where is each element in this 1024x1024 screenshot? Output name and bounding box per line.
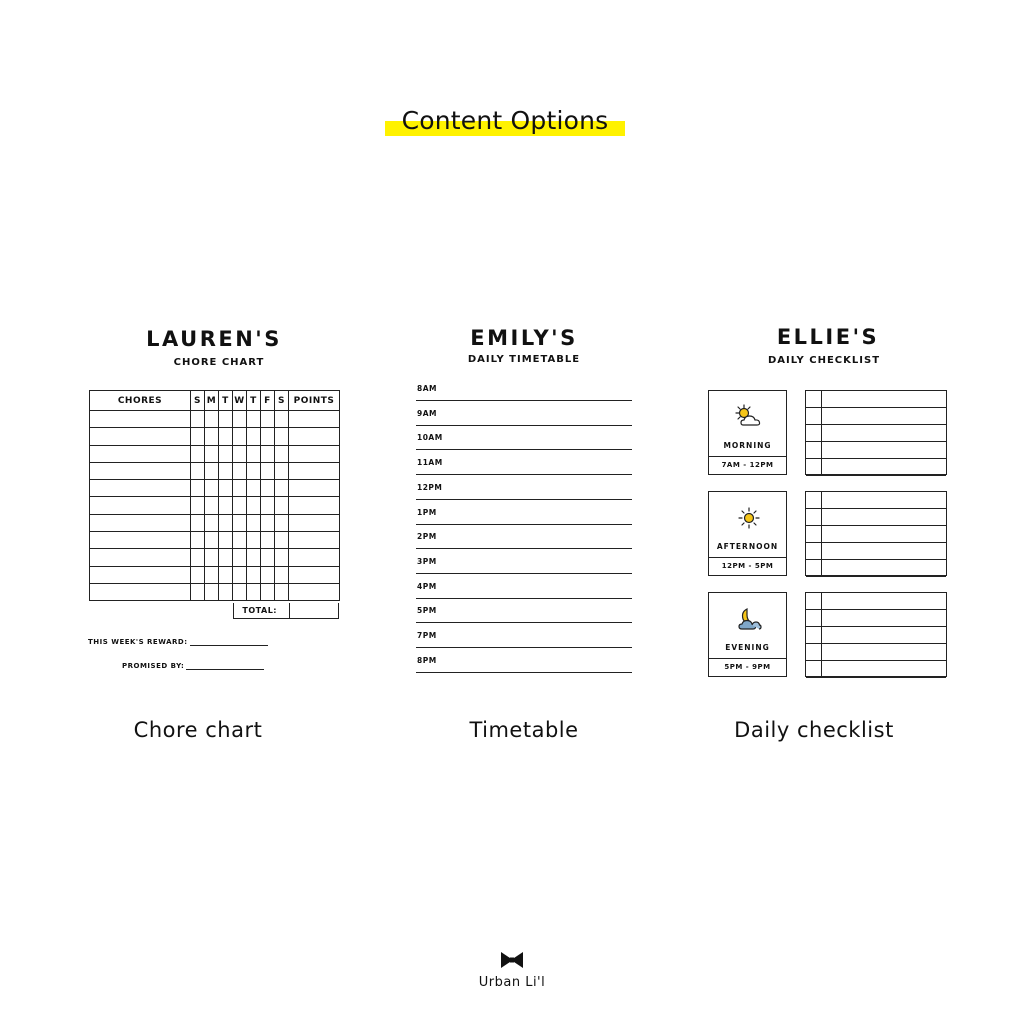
brand-name: Urban Li'l: [478, 975, 546, 990]
chore-row: [90, 445, 340, 462]
chore-cell: [261, 445, 275, 462]
timetable-caption: Timetable: [469, 718, 579, 742]
chore-cell: [261, 566, 275, 583]
chore-cell: [191, 514, 205, 531]
chore-cell: [205, 566, 219, 583]
chore-cell: [289, 462, 340, 479]
col-chores: CHORES: [90, 391, 191, 411]
chore-cell: [275, 497, 289, 514]
chore-cell: [275, 514, 289, 531]
chore-cell: [275, 566, 289, 583]
chore-cell: [289, 549, 340, 566]
checklist-box: [805, 390, 947, 475]
chore-cell: [205, 411, 219, 428]
checklist-name: ELLIE'S: [776, 325, 880, 349]
time-label: 8PM: [417, 655, 437, 665]
chore-cell: [90, 428, 191, 445]
chore-cell: [275, 445, 289, 462]
chore-cell: [205, 549, 219, 566]
chore-cell: [219, 445, 233, 462]
chore-cell: [275, 549, 289, 566]
chore-cell: [261, 428, 275, 445]
page-title: Content Options: [401, 106, 609, 135]
chore-cell: [219, 514, 233, 531]
chore-cell: [219, 549, 233, 566]
chore-cell: [233, 497, 247, 514]
chore-cell: [275, 411, 289, 428]
chore-cell: [261, 462, 275, 479]
chore-cell: [191, 462, 205, 479]
chore-row: [90, 497, 340, 514]
checklist-box: [805, 491, 947, 576]
promised-blank: [186, 669, 264, 670]
chore-cell: [261, 583, 275, 600]
period-time: 12PM - 5PM: [709, 557, 786, 575]
chore-cell: [191, 497, 205, 514]
chore-cell: [219, 583, 233, 600]
chore-cell: [289, 497, 340, 514]
col-thu: T: [247, 391, 261, 411]
chore-cell: [219, 428, 233, 445]
moon-cloud-icon: [733, 605, 765, 633]
time-label: 3PM: [417, 556, 437, 566]
chore-cell: [90, 411, 191, 428]
sun-cloud-icon: [733, 403, 765, 431]
chore-row: [90, 583, 340, 600]
chore-cell: [233, 480, 247, 497]
chore-cell: [205, 462, 219, 479]
timetable-row: [416, 623, 632, 648]
period-label: EVENING: [725, 643, 770, 652]
chore-cell: [191, 480, 205, 497]
chore-cell: [233, 411, 247, 428]
chore-cell: [219, 411, 233, 428]
time-label: 1PM: [417, 507, 437, 517]
chore-cell: [247, 566, 261, 583]
col-wed: W: [233, 391, 247, 411]
chore-cell: [247, 583, 261, 600]
total-value-cell: [289, 603, 339, 619]
chore-cell: [205, 583, 219, 600]
chore-table-header: [90, 391, 340, 411]
col-mon: M: [205, 391, 219, 411]
chore-cell: [233, 428, 247, 445]
time-label: 12PM: [417, 482, 443, 492]
chore-cell: [261, 549, 275, 566]
chore-cell: [191, 583, 205, 600]
col-sat: S: [275, 391, 289, 411]
chore-cell: [247, 462, 261, 479]
chore-cell: [289, 428, 340, 445]
timetable-row: [416, 450, 632, 475]
period-time: 5PM - 9PM: [709, 658, 786, 676]
chore-cell: [191, 428, 205, 445]
chore-cell: [233, 566, 247, 583]
timetable-row: [416, 425, 632, 450]
chore-row: [90, 428, 340, 445]
chore-cell: [191, 566, 205, 583]
bow-tie-icon: [500, 951, 524, 969]
timetable-subtitle: DAILY TIMETABLE: [467, 354, 581, 365]
chore-cell: [90, 480, 191, 497]
chore-cell: [289, 411, 340, 428]
chore-row: [90, 566, 340, 583]
chore-row: [90, 462, 340, 479]
chore-cell: [90, 566, 191, 583]
chore-cell: [219, 480, 233, 497]
chore-cell: [219, 462, 233, 479]
chore-cell: [219, 566, 233, 583]
period-time: 7AM - 12PM: [709, 456, 786, 474]
col-tue: T: [219, 391, 233, 411]
chore-cell: [90, 549, 191, 566]
chore-cell: [205, 514, 219, 531]
chore-cell: [191, 411, 205, 428]
chore-cell: [247, 549, 261, 566]
chore-cell: [233, 532, 247, 549]
period-box-afternoon: [708, 491, 787, 576]
chore-row: [90, 480, 340, 497]
timetable-row: [416, 475, 632, 500]
chore-cell: [90, 583, 191, 600]
chore-cell: [261, 532, 275, 549]
chore-cell: [90, 532, 191, 549]
period-box-morning: [708, 390, 787, 475]
timetable-row: [416, 574, 632, 599]
timetable-name: EMILY'S: [470, 326, 578, 350]
chore-row: [90, 532, 340, 549]
period-label: AFTERNOON: [716, 542, 779, 551]
chore-cell: [261, 411, 275, 428]
chore-cell: [247, 514, 261, 531]
chore-cell: [90, 445, 191, 462]
col-fri: F: [261, 391, 275, 411]
chore-row: [90, 549, 340, 566]
period-box-evening: [708, 592, 787, 677]
chore-cell: [275, 428, 289, 445]
chore-cell: [247, 428, 261, 445]
chore-cell: [289, 514, 340, 531]
chore-cell: [90, 462, 191, 479]
time-label: 11AM: [417, 458, 443, 468]
total-label: TOTAL:: [233, 603, 290, 619]
chore-cell: [205, 480, 219, 497]
chore-cell: [275, 480, 289, 497]
chore-chart-subtitle: CHORE CHART: [173, 357, 265, 368]
chore-cell: [233, 583, 247, 600]
chore-cell: [261, 480, 275, 497]
chore-cell: [90, 497, 191, 514]
checklist-subtitle: DAILY CHECKLIST: [767, 355, 881, 366]
timetable-row: [416, 549, 632, 574]
timetable-row: [416, 376, 632, 401]
chore-cell: [233, 549, 247, 566]
checklist-caption: Daily checklist: [734, 718, 894, 742]
col-points: POINTS: [289, 391, 340, 411]
chore-chart-name: LAUREN'S: [146, 327, 282, 351]
chore-cell: [289, 445, 340, 462]
chore-cell: [247, 411, 261, 428]
chore-cell: [205, 497, 219, 514]
chore-cell: [289, 566, 340, 583]
chore-cell: [247, 497, 261, 514]
period-label: MORNING: [723, 441, 772, 450]
time-label: 2PM: [417, 532, 437, 542]
reward-line: [88, 638, 268, 646]
chore-cell: [219, 497, 233, 514]
chore-cell: [191, 549, 205, 566]
promised-line: [122, 662, 264, 670]
chore-table: [89, 390, 340, 601]
chore-cell: [205, 532, 219, 549]
time-label: 5PM: [417, 606, 437, 616]
chore-cell: [90, 514, 191, 531]
chore-row: [90, 514, 340, 531]
chore-cell: [275, 462, 289, 479]
chore-cell: [219, 532, 233, 549]
chore-cell: [205, 445, 219, 462]
chore-cell: [247, 480, 261, 497]
chore-chart-caption: Chore chart: [133, 718, 263, 742]
time-label: 7PM: [417, 631, 437, 640]
chore-cell: [289, 532, 340, 549]
timetable-row: [416, 401, 632, 426]
time-label: 10AM: [417, 433, 443, 443]
chore-cell: [233, 445, 247, 462]
chore-row: [90, 411, 340, 428]
chore-cell: [191, 445, 205, 462]
chore-cell: [247, 532, 261, 549]
chore-cell: [233, 462, 247, 479]
chore-cell: [233, 514, 247, 531]
chore-cell: [205, 428, 219, 445]
chore-cell: [289, 480, 340, 497]
chore-cell: [247, 445, 261, 462]
time-label: 9AM: [417, 408, 437, 418]
checklist-box: [805, 592, 947, 677]
reward-blank: [190, 645, 268, 646]
chore-cell: [191, 532, 205, 549]
timetable-row: [416, 598, 632, 623]
time-label: 4PM: [417, 581, 437, 591]
time-label: 8AM: [417, 384, 437, 393]
chore-cell: [261, 497, 275, 514]
timetable-row: [416, 648, 632, 673]
timetable-row: [416, 524, 632, 549]
col-sun: S: [191, 391, 205, 411]
chore-cell: [289, 583, 340, 600]
sun-icon: [733, 504, 765, 532]
timetable-row: [416, 500, 632, 525]
chore-cell: [275, 532, 289, 549]
chore-cell: [261, 514, 275, 531]
reward-label: THIS WEEK'S REWARD:: [88, 638, 188, 646]
chore-cell: [275, 583, 289, 600]
promised-label: PROMISED BY:: [122, 662, 185, 670]
